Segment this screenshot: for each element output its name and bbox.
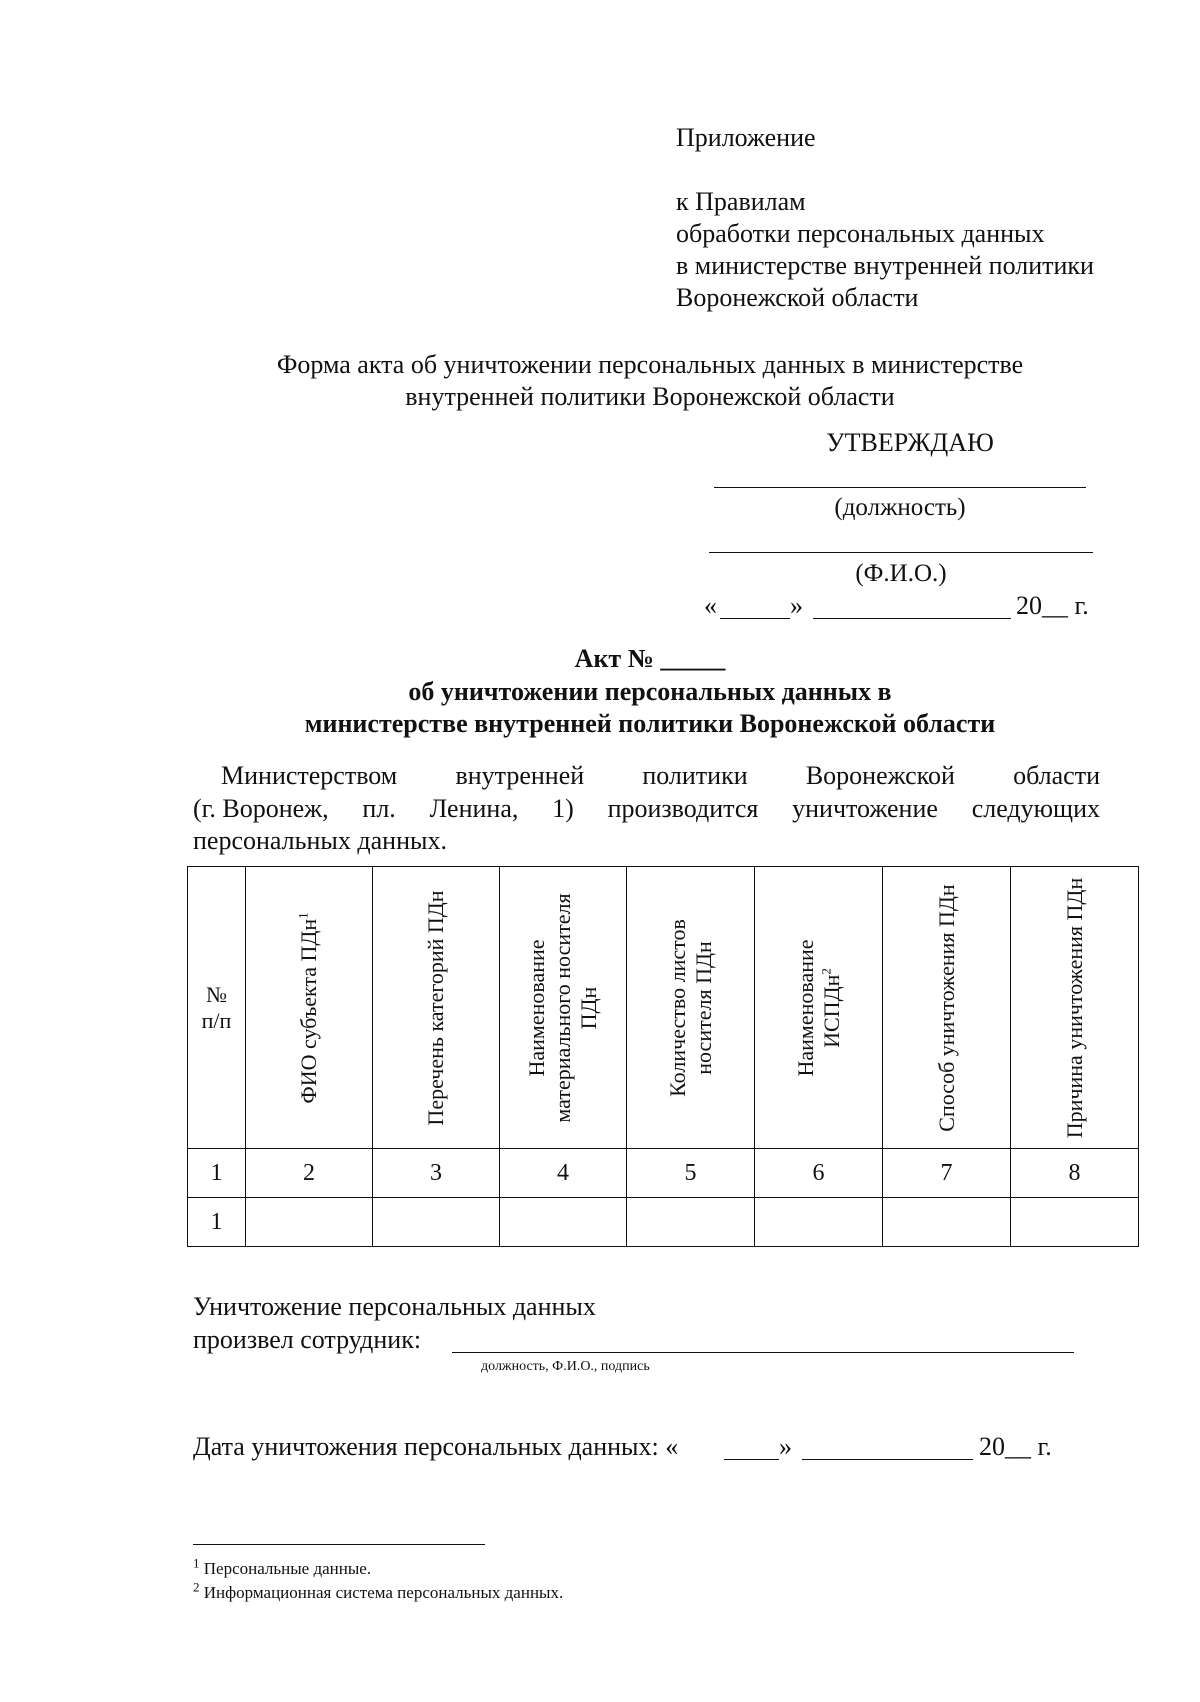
table-row [188, 1198, 1139, 1247]
column-number: 1 [188, 1149, 246, 1198]
form-title-line-2: внутренней политики Воронежской области [405, 382, 895, 411]
header-cell-categories: Перечень категорий ПДн [373, 867, 500, 1149]
column-number: 4 [500, 1149, 627, 1198]
approval-month-line [813, 618, 1011, 619]
table-header-row [188, 867, 1139, 1149]
intro-word: политики [642, 761, 748, 790]
intro-word: уничтожение [792, 794, 938, 823]
footnote-text: Информационная система персональных данных. [203, 1583, 564, 1602]
approval-day-line [720, 618, 790, 619]
employee-signature-line [452, 1352, 1074, 1353]
footnote-mark: 2 [193, 1579, 200, 1595]
destruction-line-2: произвел сотрудник: [193, 1325, 422, 1354]
position-line [714, 487, 1086, 488]
intro-word: Ленина, [429, 794, 519, 823]
name-caption: (Ф.И.О.) [855, 560, 947, 587]
footnote-separator [193, 1544, 485, 1545]
intro-word: пл. [362, 794, 396, 823]
position-caption: (должность) [834, 494, 966, 521]
destruction-month-line [802, 1459, 973, 1460]
column-number: 2 [246, 1149, 373, 1198]
act-subtitle-2: министерстве внутренней политики Воронежской области [304, 709, 996, 738]
appendix-line-1: к Правилам [676, 187, 806, 216]
column-number: 7 [883, 1149, 1011, 1198]
approval-date-year: 20__ г. [1016, 591, 1089, 620]
intro-word: Министерством [221, 761, 398, 790]
intro-word: внутренней [455, 761, 585, 790]
act-subtitle-1: об уничтожении персональных данных в [408, 677, 892, 706]
table-cell [883, 1198, 1011, 1247]
act-number: Акт № _____ [574, 644, 726, 673]
header-cell-sheet-count: Количество листов носителя ПДн [627, 867, 755, 1149]
footnote-mark: 2 [818, 967, 834, 975]
employee-caption: должность, Ф.И.О., подпись [481, 1359, 650, 1374]
table-cell [500, 1198, 627, 1247]
header-cell-reason: Причина уничтожения ПДн [1011, 867, 1139, 1149]
destruction-table [187, 866, 1139, 1247]
footnote-mark: 1 [295, 911, 311, 919]
header-cell-method: Способ уничтожения ПДн [883, 867, 1011, 1149]
appendix-line-4: Воронежской области [676, 283, 919, 312]
footnote-2 [193, 1579, 564, 1604]
approval-header: УТВЕРЖДАЮ [826, 428, 994, 457]
column-number: 6 [755, 1149, 883, 1198]
intro-word: 1) [552, 794, 574, 823]
table-cell [755, 1198, 883, 1247]
header-cell-ispdn: Наименование ИСПДн$^2$ [755, 867, 883, 1149]
column-number: 3 [373, 1149, 500, 1198]
header-cell-fio: ФИО субъекта ПДн$^1$ [246, 867, 373, 1149]
appendix-line-3: в министерстве внутренней политики [676, 251, 1094, 280]
destruction-day-line [724, 1459, 779, 1460]
column-number: 5 [627, 1149, 755, 1198]
intro-word: области [1013, 761, 1100, 790]
intro-word: Воронежской [805, 761, 955, 790]
footnote-text: Персональные данные. [203, 1559, 372, 1578]
destruction-line-1: Уничтожение персональных данных [193, 1292, 596, 1321]
table-cell [373, 1198, 500, 1247]
destruction-date-year: 20__ г. [979, 1432, 1052, 1461]
destruction-date-label: Дата уничтожения персональных данных: « [193, 1432, 679, 1461]
footnote-1 [193, 1555, 372, 1580]
intro-line-3: персональных данных. [193, 826, 447, 855]
intro-word: следующих [971, 794, 1100, 823]
column-number: 8 [1011, 1149, 1139, 1198]
table-cell [246, 1198, 373, 1247]
approval-date-close-quote: » [790, 591, 803, 620]
intro-line-1 [221, 760, 1100, 792]
table-cell [1011, 1198, 1139, 1247]
intro-line-2 [193, 793, 1100, 825]
appendix-line-2: обработки персональных данных [676, 219, 1045, 248]
table-cell [627, 1198, 755, 1247]
destruction-date-close-quote: » [779, 1432, 792, 1461]
name-line [709, 552, 1093, 553]
header-cell-carrier-name: Наименование материального носителя ПДн [500, 867, 627, 1149]
table-cell: 1 [188, 1198, 246, 1247]
intro-word: (г. Воронеж, [193, 794, 329, 823]
header-cell-number: № п/п [188, 867, 246, 1149]
footnote-mark: 1 [193, 1555, 200, 1571]
table-column-numbers-row [188, 1149, 1139, 1198]
appendix-title: Приложение [676, 123, 816, 152]
form-title-line-1: Форма акта об уничтожении персональных данных в министерстве [276, 350, 1024, 379]
intro-word: производится [607, 794, 759, 823]
approval-date-open-quote: « [704, 591, 717, 620]
